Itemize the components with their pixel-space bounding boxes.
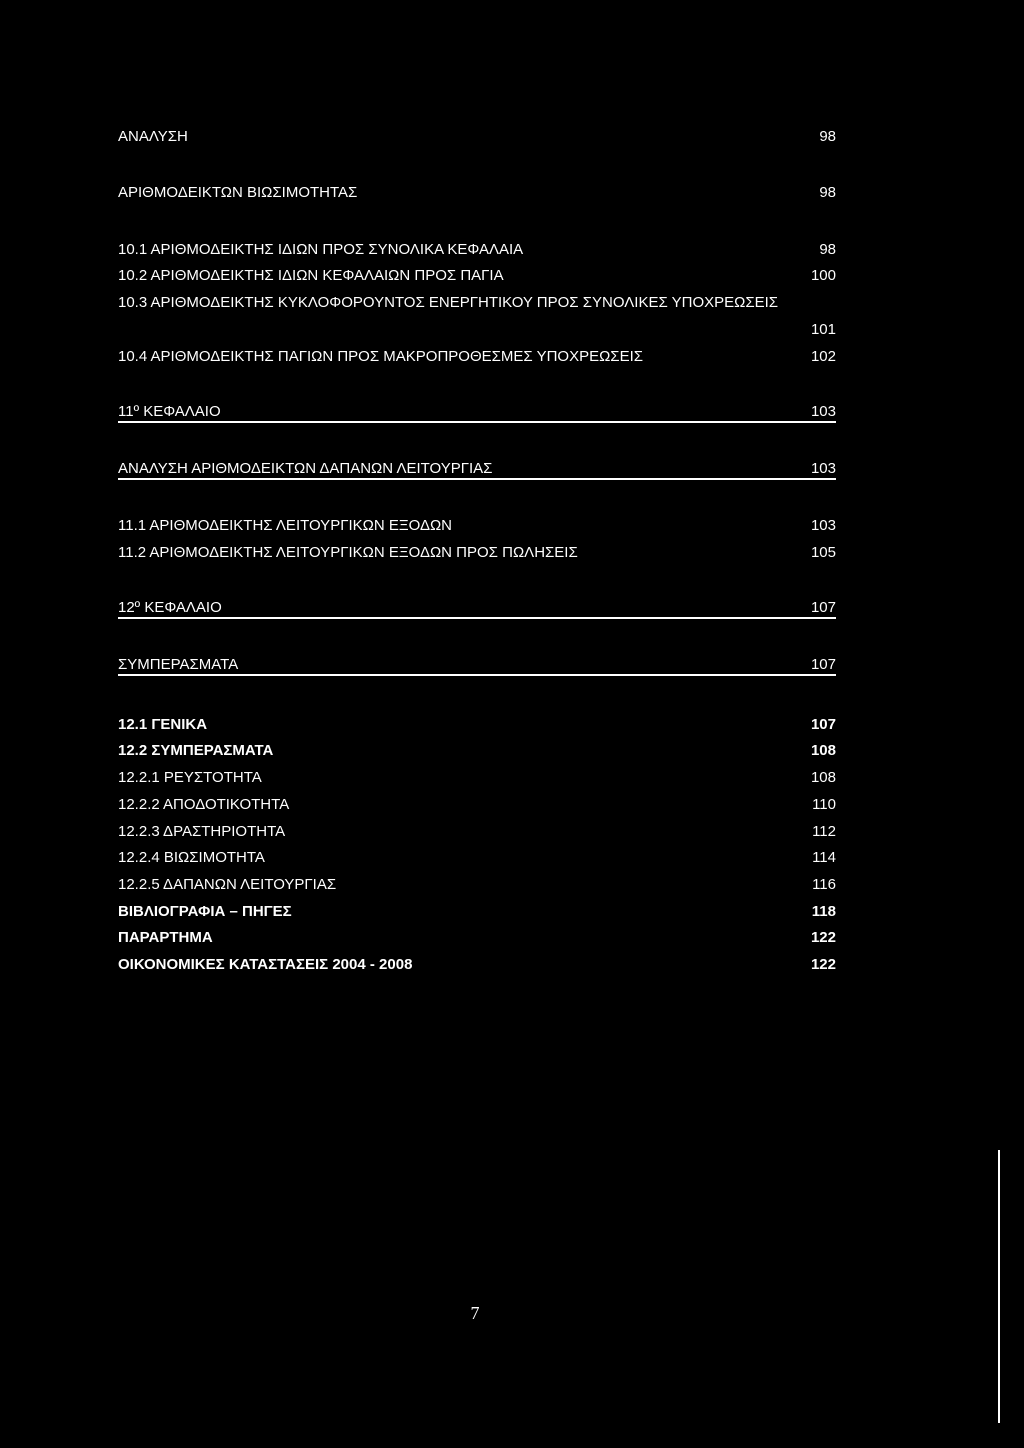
toc-entry-page: 116 — [812, 876, 836, 893]
toc-entry-page: 103 — [810, 517, 836, 534]
toc-entry[interactable] — [118, 656, 836, 676]
toc-entry[interactable] — [118, 876, 836, 894]
toc-entry-page: 103 — [810, 460, 836, 477]
toc-entry-label: 11º ΚΕΦΑΛΑΙΟ — [118, 403, 221, 420]
toc-entry[interactable] — [118, 241, 836, 259]
toc-entry-label: 11.2 ΑΡΙΘΜΟΔΕΙΚΤΗΣ ΛΕΙΤΟΥΡΓΙΚΩΝ ΕΞΟΔΩΝ ΠΡΟΣ ΠΩΛΗΣΕΙΣ — [118, 544, 578, 561]
toc-entry-page: 114 — [812, 849, 836, 866]
toc-entry-label: 10.2 ΑΡΙΘΜΟΔΕΙΚΤΗΣ ΙΔΙΩΝ ΚΕΦΑΛΑΙΩΝ ΠΡΟΣ ΠΑΓΙΑ — [118, 267, 504, 284]
toc-entry-page: 110 — [812, 796, 836, 813]
page-number: 7 — [470, 1303, 480, 1323]
toc-entry-label: 11.1 ΑΡΙΘΜΟΔΕΙΚΤΗΣ ΛΕΙΤΟΥΡΓΙΚΩΝ ΕΞΟΔΩΝ — [118, 517, 453, 534]
toc-entry-label: ΟΙΚΟΝΟΜΙΚΕΣ ΚΑΤΑΣΤΑΣΕΙΣ 2004 - 2008 — [118, 956, 413, 973]
toc-entry-page: 102 — [810, 348, 836, 365]
toc-entry-page: 118 — [811, 903, 836, 920]
toc-entry[interactable] — [118, 294, 836, 312]
toc-entry-label: 12.2.1 ΡΕΥΣΤΟΤΗΤΑ — [118, 769, 262, 786]
toc-entry-page: 122 — [810, 956, 836, 973]
toc-entry[interactable] — [118, 769, 836, 787]
toc-entry-label: ΣΥΜΠΕΡΑΣΜΑΤΑ — [118, 656, 239, 673]
toc-entry-label: ΑΝΑΛΥΣΗ — [118, 128, 188, 145]
toc-entry-label: ΑΡΙΘΜΟΔΕΙΚΤΩΝ ΒΙΩΣΙΜΟΤΗΤΑΣ — [118, 184, 358, 201]
toc-entry[interactable] — [118, 348, 836, 366]
toc-entry[interactable] — [118, 403, 836, 423]
toc-entry-label: ΑΝΑΛΥΣΗ ΑΡΙΘΜΟΔΕΙΚΤΩΝ ΔΑΠΑΝΩΝ ΛΕΙΤΟΥΡΓΙΑΣ — [118, 460, 493, 477]
toc-entry-page: 108 — [810, 769, 836, 786]
toc-entry-page: 100 — [810, 267, 836, 284]
toc-entry[interactable] — [118, 796, 836, 814]
toc-entry[interactable] — [118, 599, 836, 619]
margin-line — [998, 1150, 1000, 1423]
toc-entry-page: 103 — [810, 403, 836, 420]
toc-entry-label: 12.2.4 ΒΙΩΣΙΜΟΤΗΤΑ — [118, 849, 265, 866]
toc-entry-label: 12.2.2 ΑΠΟΔΟΤΙΚΟΤΗΤΑ — [118, 796, 290, 813]
toc-entry-page: 105 — [810, 544, 836, 561]
toc-entry-label: 12.2.5 ΔΑΠΑΝΩΝ ΛΕΙΤΟΥΡΓΙΑΣ — [118, 876, 337, 893]
toc-entry-label: 12.2.3 ΔΡΑΣΤΗΡΙΟΤΗΤΑ — [118, 823, 286, 840]
toc-entry[interactable] — [118, 929, 836, 947]
toc-entry[interactable] — [118, 128, 836, 146]
toc-entry-page: 108 — [810, 742, 836, 759]
toc-entry-label: ΒΙΒΛΙΟΓΡΑΦΙΑ – ΠΗΓΕΣ — [118, 903, 292, 920]
toc-entry-page: 98 — [819, 128, 836, 145]
toc-entry[interactable] — [118, 267, 836, 285]
toc-entry[interactable] — [118, 184, 836, 202]
toc-entry-label: 10.3 ΑΡΙΘΜΟΔΕΙΚΤΗΣ ΚΥΚΛΟΦΟΡΟΥΝΤΟΣ ΕΝΕΡΓΗΤΙΚΟΥ ΠΡΟΣ ΣΥΝΟΛΙΚΕΣ ΥΠΟΧΡΕΩΣΕΙΣ — [118, 294, 779, 311]
toc-entry-page: 98 — [819, 241, 836, 258]
toc-entry-page: 98 — [819, 184, 836, 201]
toc-entry[interactable] — [118, 517, 836, 535]
toc-entry-page: 112 — [812, 823, 836, 840]
toc-entry[interactable] — [118, 956, 836, 974]
toc-entry[interactable] — [118, 716, 836, 734]
toc-entry[interactable] — [118, 460, 836, 480]
toc-entry-label: ΠΑΡΑΡΤΗΜΑ — [118, 929, 213, 946]
toc-entry-page: 101 — [810, 321, 836, 338]
toc-entry[interactable] — [118, 849, 836, 867]
toc-entry-label: 10.1 ΑΡΙΘΜΟΔΕΙΚΤΗΣ ΙΔΙΩΝ ΠΡΟΣ ΣΥΝΟΛΙΚΑ ΚΕΦΑΛΑΙΑ — [118, 241, 524, 258]
toc-entry-label: 12º ΚΕΦΑΛΑΙΟ — [118, 599, 222, 616]
toc-entry[interactable] — [118, 321, 836, 339]
toc-entry-page: 107 — [810, 656, 836, 673]
toc-entry-page: 107 — [810, 716, 836, 733]
toc-entry-page: 122 — [810, 929, 836, 946]
toc-entry[interactable] — [118, 742, 836, 760]
toc-entry-label: 12.1 ΓΕΝΙΚΑ — [118, 716, 208, 733]
toc-entry[interactable] — [118, 823, 836, 841]
toc-entry-page: 107 — [810, 599, 836, 616]
toc-entry-label: 10.4 ΑΡΙΘΜΟΔΕΙΚΤΗΣ ΠΑΓΙΩΝ ΠΡΟΣ ΜΑΚΡΟΠΡΟΘΕΣΜΕΣ ΥΠΟΧΡΕΩΣΕΙΣ — [118, 348, 644, 365]
toc-entry-label: 12.2 ΣΥΜΠΕΡΑΣΜΑΤΑ — [118, 742, 274, 759]
toc-entry[interactable] — [118, 903, 836, 921]
toc-entry[interactable] — [118, 544, 836, 562]
